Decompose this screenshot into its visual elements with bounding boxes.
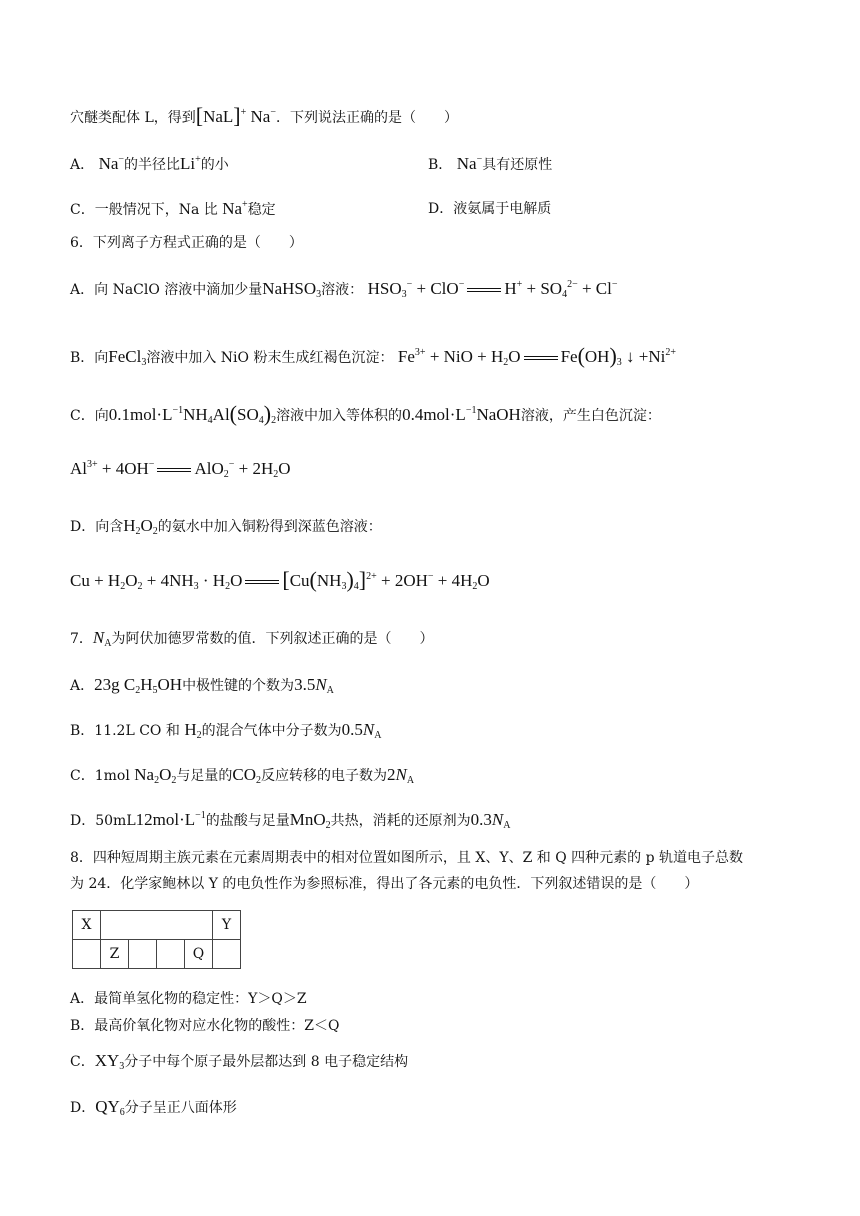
cell-q: Q [185,940,213,969]
q6-option-c-equation: $Al^{3+} + 4OH^-$ $AlO_2^- + 2H_2O$ [70,459,291,480]
q6-option-c: C．向$0.1mol\cdot L^{-1}NH_4Al(SO_4)_2$溶液中加入等体积的$0.4mol\cdot L^{-1}NaOH$溶液，产生白色沉淀： [70,401,661,426]
periodic-table-fragment [72,910,241,969]
q6-option-d-equation: $Cu + H_2O_2 + 4NH_3 \cdot H_2O$ $[Cu(NH_3)_4]^{2+} + 2OH^- + 4H_2O$ [70,567,490,592]
q8-option-d: D．$QY_6$分子呈正八面体形 [70,1097,237,1118]
q5-option-a: A． Na−的半径比Li+的小 [70,154,229,173]
q7-option-d: D．$50mL12mol\cdot L^{-1}$的盐酸与足量MnO$_2$共热，消耗的还原剂为$0.3N_A$ [70,810,511,831]
cell-z: Z [101,940,129,969]
cell-x: X [73,911,101,940]
q8-stem-line1: 8．四种短周期主族元素在元素周期表中的相对位置如图所示，且 X、Y、Z 和 Q 四种元素的 p 轨道电子总数 [70,850,743,866]
q5-option-d: D．液氨属于电解质 [428,201,552,217]
q8-option-c: C．$XY_3$分子中每个原子最外层都达到 8 电子稳定结构 [70,1051,409,1072]
q6-option-b: B．向FeCl$_3$溶液中加入 NiO 粉末生成红褐色沉淀： $Fe^{3+}$ + NiO + $H_2O$ $Fe(OH)_3$ ↓ $+Ni^{2+}$ [70,343,677,368]
q7-option-a: A．23g $C_2H_5OH$中极性键的个数为$3.5N_A$ [70,675,334,696]
q8-option-a: A．最简单氢化物的稳定性：Y＞Q＞Z [70,991,307,1007]
q5-option-b: B． Na−具有还原性 [428,154,553,173]
q7-stem: 7．$N_A$为阿伏加德罗常数的值．下列叙述正确的是（ ） [70,628,434,649]
q6-option-d: D．向含$H_2O_2$的氨水中加入铜粉得到深蓝色溶液： [70,516,382,537]
q8-option-b: B．最高价氧化物对应水化物的酸性：Z＜Q [70,1018,340,1034]
q7-option-c: C．1mol $Na_2O_2$与足量的$CO_2$反应转移的电子数为$2N_A$ [70,765,415,786]
q5-option-c: C．一般情况下，Na 比 Na+稳定 [70,199,276,218]
q6-option-a: A．向 NaClO 溶液中滴加少量NaHSO$_3$溶液： $HSO_3^- + ClO^-$ $H^+ + SO_4^{2-} + Cl^-$ [70,279,618,300]
cell-y: Y [213,911,241,940]
q8-stem-line2: 为 24．化学家鲍林以 Y 的电负性作为参照标准，得出了各元素的电负性．下列叙述错误的是（ ） [70,876,699,892]
q5-stem: 穴醚类配体 L，得到[NaL]+ Na−．下列说法正确的是（ ） [70,103,458,128]
q7-option-b: B．11.2L CO 和 $H_2$的混合气体中分子数为$0.5N_A$ [70,720,382,741]
q6-stem: 6．下列离子方程式正确的是（ ） [70,235,303,251]
